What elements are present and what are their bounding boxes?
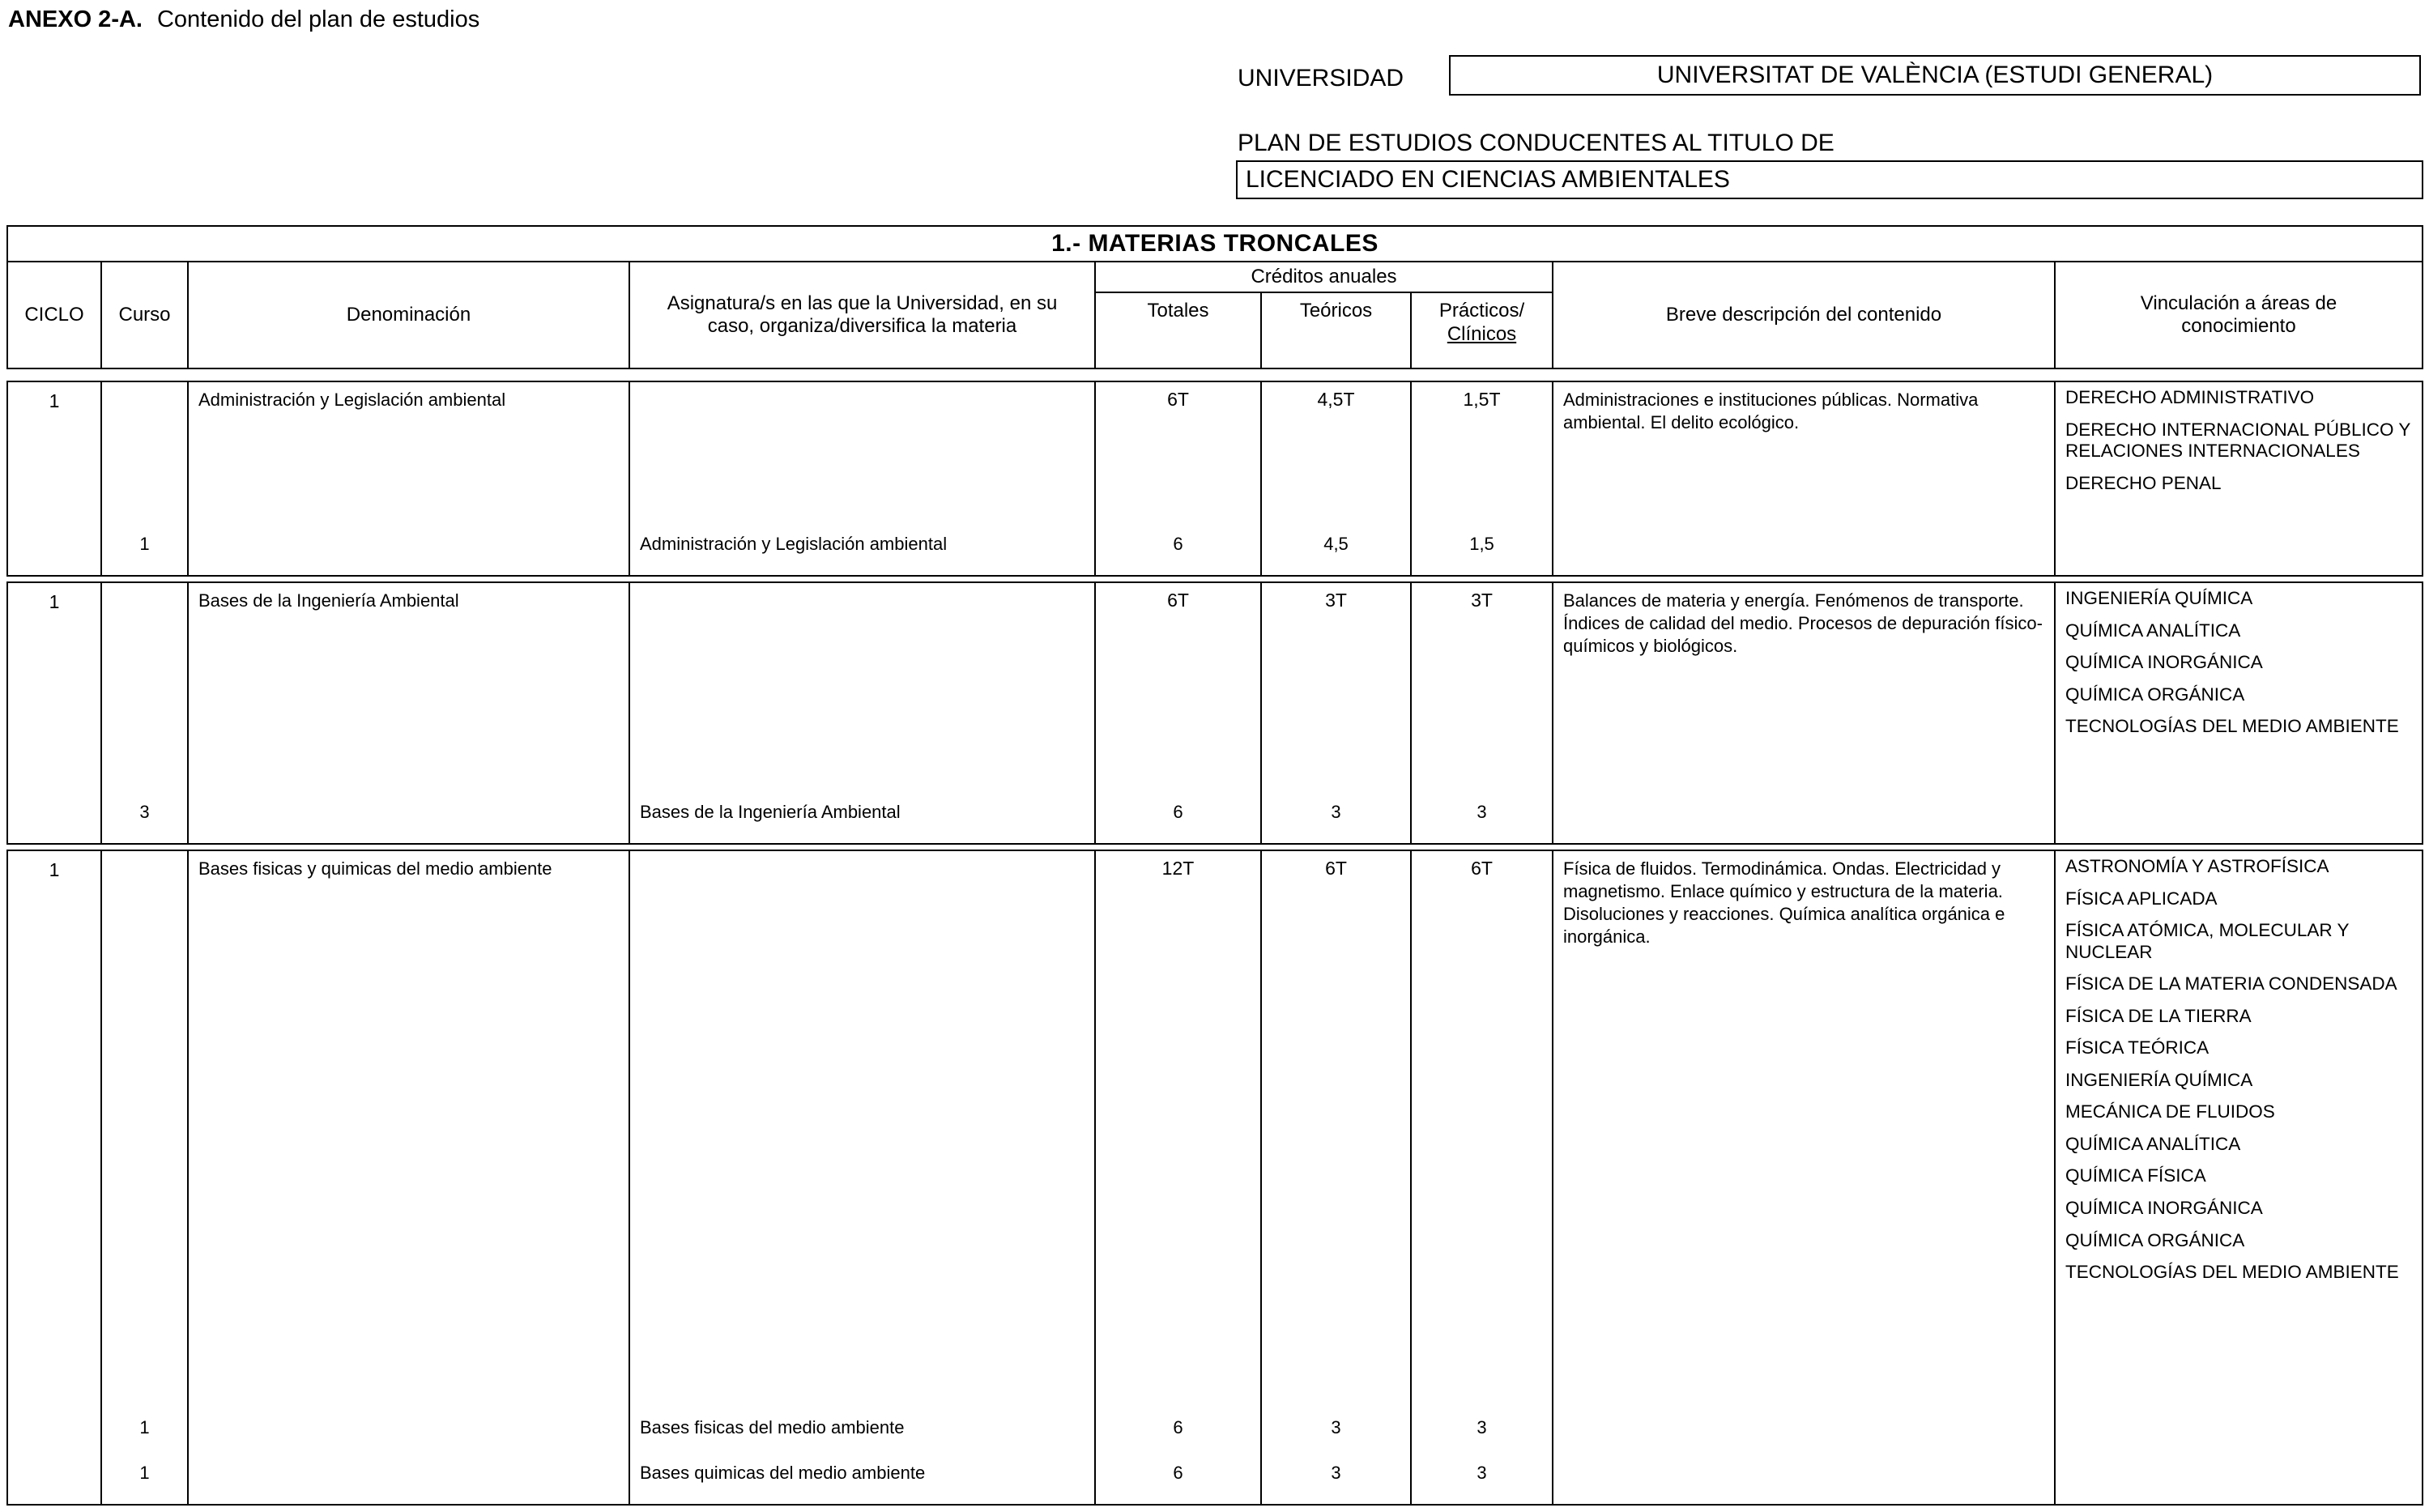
totales-asignatura: 6 [1173, 802, 1183, 822]
area-conocimiento: FÍSICA DE LA TIERRA [2065, 1005, 2252, 1026]
descripcion-text: Física de fluidos. Termodinámica. Ondas. Electricidad y magnetismo. Enlace químico y estructura de la materia. Disoluciones y reacciones. Química analítica orgánica e inorgánica. [1563, 858, 2005, 948]
header-practicos-line1: Prácticos/ [1438, 300, 1525, 322]
asignaturas-cell [630, 851, 1096, 1504]
totales-asignatura: 6 [1173, 534, 1183, 554]
vinculacion-cell [2056, 583, 2422, 843]
teoricos-asignatura: 3 [1331, 1417, 1341, 1437]
header-denominacion: Denominación [189, 262, 630, 368]
asignatura-nombre: Bases fisicas del medio ambiente [640, 1417, 905, 1437]
practicos-materia: 1,5T [1463, 389, 1501, 410]
asignatura-nombre: Bases de la Ingeniería Ambiental [640, 802, 901, 822]
descripcion-cell [1553, 851, 2056, 1504]
descripcion-text: Balances de materia y energía. Fenómenos de transporte. Índices de calidad del medio. Procesos de depuración físico-químicos y biológicos. [1563, 590, 2043, 657]
totales-asignatura: 6 [1173, 1463, 1183, 1483]
column-headers [8, 262, 2422, 368]
table-title: 1.- MATERIAS TRONCALES [8, 227, 2422, 262]
teoricos-materia: 4,5T [1317, 389, 1355, 410]
teoricos-cell [1262, 583, 1412, 843]
table-header [6, 225, 2423, 369]
materia-row [6, 381, 2423, 577]
practicos-asignatura: 3 [1477, 1417, 1487, 1437]
ciclo-cell [8, 583, 102, 843]
descripcion-cell [1553, 583, 2056, 843]
curso-value: 3 [139, 802, 150, 822]
vinculacion-cell [2056, 382, 2422, 575]
asignatura-nombre: Administración y Legislación ambiental [640, 534, 948, 554]
totales-materia: 12T [1161, 858, 1195, 879]
area-conocimiento: FÍSICA TEÓRICA [2065, 1037, 2210, 1058]
practicos-asignatura: 1,5 [1469, 534, 1494, 554]
curso-cell [102, 851, 189, 1504]
curso-value: 1 [139, 1463, 150, 1483]
denominacion-text: Bases fisicas y quimicas del medio ambiente [198, 858, 552, 879]
teoricos-cell [1262, 382, 1412, 575]
area-conocimiento: ASTRONOMÍA Y ASTROFÍSICA [2065, 856, 2329, 876]
asignatura-nombre: Bases quimicas del medio ambiente [640, 1463, 926, 1483]
materias-troncales-table [6, 225, 2423, 1506]
area-conocimiento: QUÍMICA FÍSICA [2065, 1165, 2206, 1186]
annex-heading [8, 6, 479, 33]
titulo-value: LICENCIADO EN CIENCIAS AMBIENTALES [1246, 166, 1730, 193]
descripcion-cell [1553, 382, 2056, 575]
teoricos-cell [1262, 851, 1412, 1504]
header-totales: Totales [1096, 293, 1262, 368]
totales-asignatura: 6 [1173, 1417, 1183, 1437]
area-conocimiento: DERECHO ADMINISTRATIVO [2065, 387, 2315, 407]
header-teoricos: Teóricos [1262, 293, 1412, 368]
area-conocimiento: INGENIERÍA QUÍMICA [2065, 588, 2253, 608]
area-conocimiento: FÍSICA ATÓMICA, MOLECULAR Y NUCLEAR [2065, 920, 2350, 962]
curso-cell [102, 583, 189, 843]
header-asignaturas: Asignatura/s en las que la Universidad, en su caso, organiza/diversifica la materia [630, 262, 1096, 368]
header-descripcion: Breve descripción del contenido [1553, 262, 2056, 368]
asignaturas-cell [630, 583, 1096, 843]
area-conocimiento: QUÍMICA INORGÁNICA [2065, 1198, 2263, 1219]
practicos-cell [1412, 851, 1553, 1504]
denominacion-cell [189, 583, 630, 843]
denominacion-cell [189, 851, 630, 1504]
header-creditos-subcolumns [1096, 293, 1552, 368]
curso-cell [102, 382, 189, 575]
area-conocimiento: QUÍMICA INORGÁNICA [2065, 652, 2263, 673]
area-conocimiento: DERECHO PENAL [2065, 472, 2222, 493]
vinculacion-cell [2056, 851, 2422, 1504]
area-conocimiento: QUÍMICA ORGÁNICA [2065, 684, 2245, 705]
practicos-materia: 3T [1471, 590, 1493, 611]
teoricos-materia: 3T [1325, 590, 1347, 611]
teoricos-asignatura: 3 [1331, 802, 1341, 822]
curso-value: 1 [139, 1417, 150, 1437]
totales-materia: 6T [1167, 389, 1189, 410]
header-creditos-group [1096, 262, 1553, 368]
asignaturas-cell [630, 382, 1096, 575]
table-body [6, 381, 2423, 1506]
annex-label: ANEXO 2-A. [8, 6, 143, 32]
teoricos-asignatura: 3 [1331, 1463, 1341, 1483]
ciclo-value: 1 [49, 591, 60, 612]
materia-row [6, 850, 2423, 1506]
area-conocimiento: QUÍMICA ORGÁNICA [2065, 1229, 2245, 1250]
area-conocimiento: FÍSICA DE LA MATERIA CONDENSADA [2065, 973, 2397, 995]
plan-estudios-line: PLAN DE ESTUDIOS CONDUCENTES AL TITULO DE [1238, 130, 1835, 156]
materia-row [6, 581, 2423, 845]
area-conocimiento: QUÍMICA ANALÍTICA [2065, 620, 2241, 641]
header-creditos-anuales: Créditos anuales [1096, 262, 1552, 293]
denominacion-cell [189, 382, 630, 575]
universidad-value: UNIVERSITAT DE VALÈNCIA (ESTUDI GENERAL) [1656, 62, 2214, 88]
universidad-value-box [1449, 55, 2421, 96]
curso-value: 1 [139, 534, 150, 554]
area-conocimiento: FÍSICA APLICADA [2065, 888, 2218, 909]
header-ciclo: CICLO [8, 262, 102, 368]
ciclo-cell [8, 382, 102, 575]
descripcion-text: Administraciones e instituciones públicas. Normativa ambiental. El delito ecológico. [1563, 390, 1979, 433]
universidad-label: UNIVERSIDAD [1238, 65, 1404, 92]
area-conocimiento: MECÁNICA DE FLUIDOS [2065, 1101, 2275, 1122]
practicos-asignatura: 3 [1477, 1463, 1487, 1483]
denominacion-text: Bases de la Ingeniería Ambiental [198, 590, 459, 611]
area-conocimiento: TECNOLOGÍAS DEL MEDIO AMBIENTE [2065, 1262, 2399, 1283]
area-conocimiento: TECNOLOGÍAS DEL MEDIO AMBIENTE [2065, 716, 2399, 737]
area-conocimiento: DERECHO INTERNACIONAL PÚBLICO Y RELACIONES INTERNACIONALES [2065, 419, 2410, 462]
header-curso: Curso [102, 262, 189, 368]
header-practicos-clinicos [1412, 293, 1552, 368]
area-conocimiento: QUÍMICA ANALÍTICA [2065, 1133, 2241, 1154]
annex-title: Contenido del plan de estudios [156, 6, 480, 32]
practicos-cell [1412, 583, 1553, 843]
denominacion-text: Administración y Legislación ambiental [198, 390, 506, 410]
header-vinculacion: Vinculación a áreas de conocimiento [2140, 292, 2337, 337]
practicos-materia: 6T [1471, 858, 1493, 879]
practicos-asignatura: 3 [1477, 802, 1487, 822]
ciclo-cell [8, 851, 102, 1504]
practicos-cell [1412, 382, 1553, 575]
totales-materia: 6T [1167, 590, 1189, 611]
header-practicos-line2: Clínicos [1447, 322, 1517, 345]
totales-cell [1096, 583, 1262, 843]
totales-cell [1096, 851, 1262, 1504]
ciclo-value: 1 [49, 859, 60, 880]
teoricos-asignatura: 4,5 [1323, 534, 1349, 554]
ciclo-value: 1 [49, 390, 60, 411]
titulo-value-box [1236, 160, 2423, 199]
totales-cell [1096, 382, 1262, 575]
teoricos-materia: 6T [1325, 858, 1347, 879]
area-conocimiento: INGENIERÍA QUÍMICA [2065, 1069, 2253, 1090]
